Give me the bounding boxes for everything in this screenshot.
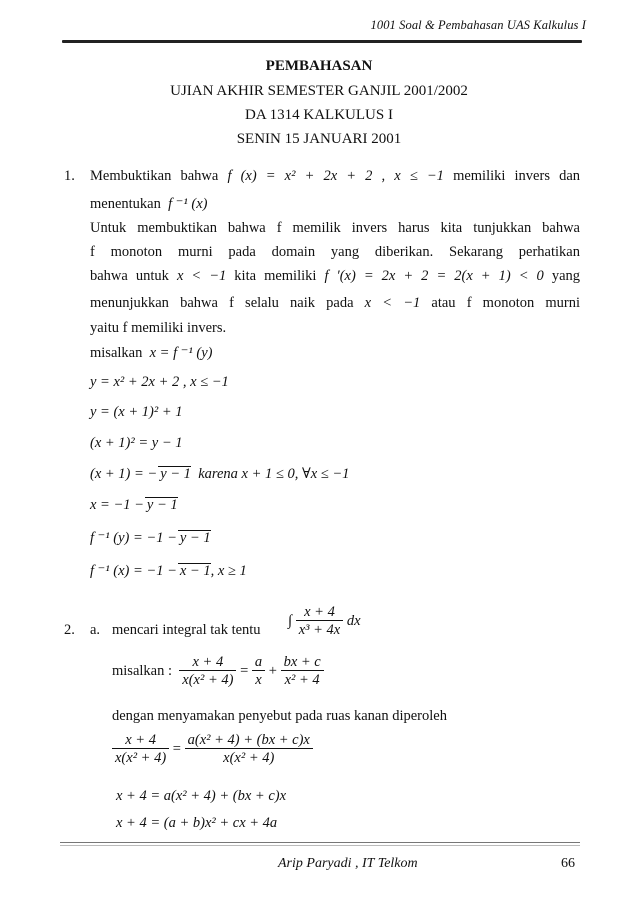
q2-result1: x + 4 = a(x² + 4) + (bx + c)x (116, 788, 287, 804)
cd-lhs (112, 732, 169, 767)
integral-sign: ∫ (288, 613, 293, 629)
q2-integral (288, 604, 361, 639)
q1-step3: (x + 1)² = y − 1 (90, 435, 183, 451)
q1-line2 (90, 196, 208, 213)
q1-para6 (90, 345, 212, 362)
course-code: DA 1314 KALKULUS I (245, 107, 393, 123)
q2-let-label: misalkan : (112, 663, 173, 679)
q2-line3: dengan menyamakan penyebut pada ruas kanan diperoleh (112, 708, 447, 724)
header-rule (62, 40, 582, 43)
q2-common-denominator (112, 732, 313, 767)
q1-para1: Untuk membuktikan bahwa f memilik invers harus kita tunjukkan bahwa (90, 220, 580, 236)
q1-line1 (90, 168, 580, 185)
cd-rhs-num: a(x² + 4) + (bx + c)x (185, 732, 313, 749)
q2-number: 2. (64, 622, 75, 638)
q1-s5-radical: y − 1 (146, 497, 178, 513)
footer-rule (60, 842, 580, 843)
integral-dx: dx (346, 613, 361, 629)
q1-step1: y = x² + 2x + 2 , x ≤ −1 (90, 374, 229, 390)
q1-para4 (90, 295, 580, 312)
q1-s5-a: x = −1 − (90, 497, 144, 513)
q1-para5: yaitu f memiliki invers. (90, 320, 227, 336)
pf-term-a (252, 654, 265, 689)
cd-rhs (185, 732, 313, 767)
q2-part: a. (90, 622, 101, 638)
book-title: 1001 Soal & Pembahasan UAS Kalkulus I (370, 18, 586, 32)
pf-a-num: a (252, 654, 265, 671)
page-number: 66 (561, 856, 575, 871)
pf-a-den: x (255, 672, 262, 688)
q1-step7 (90, 563, 247, 580)
pf-bc-den: x² + 4 (284, 672, 320, 688)
q1-p4-m: x < −1 (364, 295, 421, 311)
integrand-numerator: x + 4 (296, 604, 344, 621)
pf-term-bc (281, 654, 324, 689)
doc-title: PEMBAHASAN (265, 58, 373, 74)
pf-plus: + (268, 663, 277, 679)
q1-s4-radical: y − 1 (160, 466, 191, 482)
cd-lhs-num: x + 4 (112, 732, 169, 749)
pf-equals: = (240, 663, 249, 679)
q1-step2: y = (x + 1)² + 1 (90, 404, 183, 420)
q1-para3 (90, 268, 580, 285)
q2-result2: x + 4 = (a + b)x² + cx + 4a (116, 815, 278, 831)
cd-lhs-den: x(x² + 4) (115, 750, 167, 766)
q1-s4-a: (x + 1) = − (90, 466, 158, 482)
pf-bc-num: bx + c (281, 654, 324, 671)
q1-p3-c: yang (551, 268, 581, 284)
integrand (296, 604, 344, 639)
q1-inverse: f ⁻¹ (x) (168, 196, 208, 212)
cd-rhs-den: x(x² + 4) (223, 750, 275, 766)
q1-p6-a: misalkan (90, 345, 143, 361)
q1-l1-post: memiliki invers dan (453, 168, 581, 184)
q1-s7-a: f ⁻¹ (x) = −1 − (90, 563, 177, 579)
q1-s4-b: karena x + 1 ≤ 0, ∀x ≤ −1 (198, 466, 350, 482)
pf-lhs-num: x + 4 (179, 654, 236, 671)
q1-substitution: x = f ⁻¹ (y) (149, 345, 213, 361)
footer-author: Arip Paryadi , IT Telkom (278, 856, 418, 871)
cd-equals: = (172, 741, 181, 757)
q1-p3-a: bahwa untuk (90, 268, 169, 284)
q1-p3-b: kita memiliki (234, 268, 317, 284)
q1-s6-a: f ⁻¹ (y) = −1 − (90, 530, 177, 546)
exam-date: SENIN 15 JANUARI 2001 (236, 131, 402, 147)
q1-p4-b: atau f monoton murni (431, 295, 581, 311)
q1-s7-radical: x − 1 (179, 563, 211, 579)
integrand-denominator: x³ + 4x (298, 622, 341, 638)
q1-function: f (x) = x² + 2x + 2 , x ≤ −1 (227, 168, 444, 184)
q2-partial-fraction (112, 654, 324, 689)
q1-step4 (90, 466, 349, 483)
q1-s7-b: , x ≥ 1 (210, 563, 247, 579)
q1-p4-a: menunjukkan bahwa f selalu naik pada (90, 295, 354, 311)
q1-derivative: f ′(x) = 2x + 2 = 2(x + 1) < 0 (324, 268, 544, 284)
q1-p3-m1: x < −1 (176, 268, 227, 284)
q1-step6 (90, 530, 211, 547)
q2-line1: mencari integral tak tentu (112, 622, 261, 638)
q1-number: 1. (64, 168, 75, 184)
footer-rule-thin (60, 845, 580, 846)
q1-para2: f monoton murni pada domain yang diberikan. Sekarang perhatikan (90, 244, 580, 260)
pf-lhs-den: x(x² + 4) (182, 672, 234, 688)
q1-s6-radical: y − 1 (179, 530, 211, 546)
pf-lhs (179, 654, 236, 689)
q1-l2-text: menentukan (90, 196, 161, 212)
q1-step5 (90, 497, 178, 514)
q1-l1-text: Membuktikan bahwa (90, 168, 219, 184)
exam-name: UJIAN AKHIR SEMESTER GANJIL 2001/2002 (170, 83, 468, 99)
